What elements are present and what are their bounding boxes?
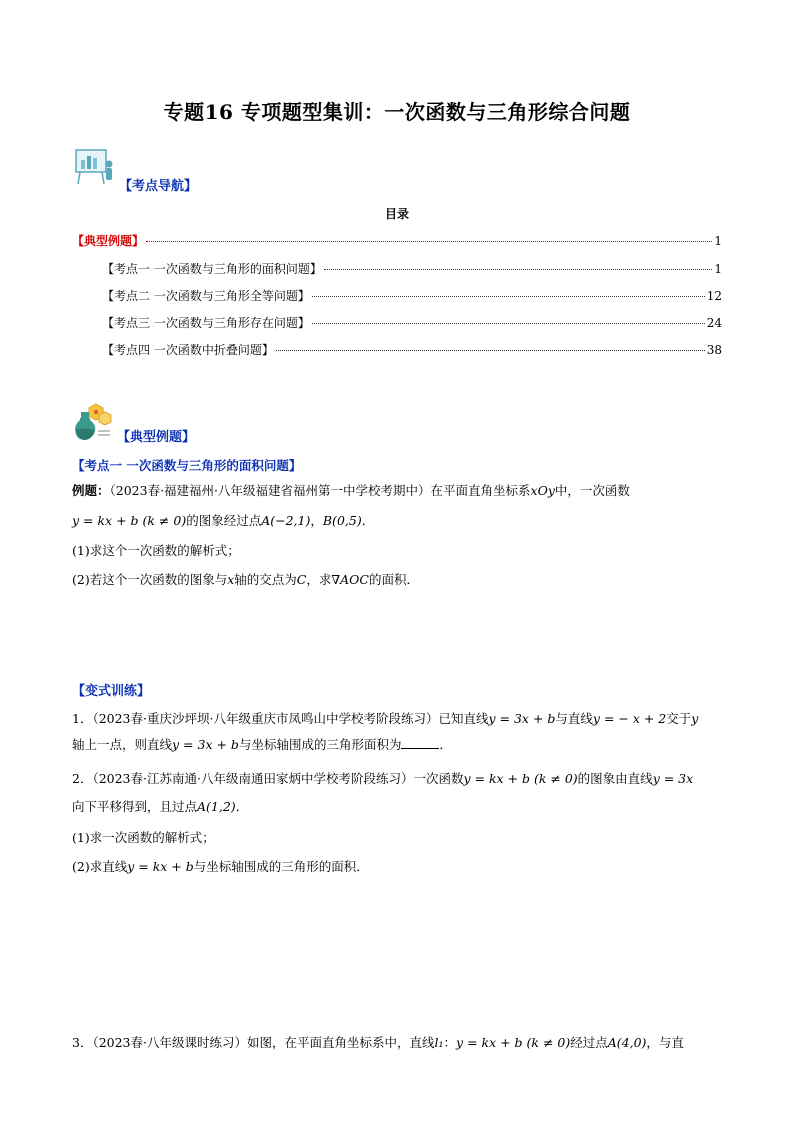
point1-label: 【考点一 一次函数与三角形的面积问题】 xyxy=(72,458,302,473)
problem-text: 与坐标轴围成的三角形的面积． xyxy=(193,859,369,874)
toc-label: 【考点三 一次函数与三角形存在问题】 xyxy=(102,316,310,330)
example-text: 轴的交点为 xyxy=(234,572,297,587)
math-line: y = 3x + b xyxy=(172,737,239,752)
math-function: y = kx + b (k ≠ 0) xyxy=(456,1035,571,1050)
problem-text: 与坐标轴围成的三角形面积为 xyxy=(238,737,402,752)
problem-text: 经过点 xyxy=(570,1035,608,1050)
math-triangle: ∇AOC xyxy=(331,572,369,587)
math-xoy: xOy xyxy=(530,483,555,498)
toc-leader xyxy=(324,269,713,270)
example-line-2 xyxy=(72,512,732,530)
toc-label: 【考点二 一次函数与三角形全等问题】 xyxy=(102,289,310,303)
toc-row[interactable] xyxy=(102,314,722,331)
toc-label: 【典型例题】 xyxy=(72,234,145,248)
toc-heading: 目录 xyxy=(384,207,409,221)
toc-leader xyxy=(276,350,705,351)
problem-text: ． xyxy=(235,799,249,814)
problem-text: 2．（2023春·江苏南通·八年级南通田家炳中学校考阶段练习）一次函数 xyxy=(72,771,464,786)
page-title: 专题16 专项题型集训：一次函数与三角形综合问题 xyxy=(163,100,631,124)
example-text: ． xyxy=(361,513,375,528)
math-line: y = kx + b xyxy=(127,859,194,874)
problem-2-q1: (1)求一次函数的解析式； xyxy=(72,830,215,845)
toc-label: 【考点四 一次函数中折叠问题】 xyxy=(102,343,274,357)
example-lead: 例题： xyxy=(72,483,110,498)
problem-text: 轴上一点，则直线 xyxy=(72,737,173,752)
example-text: 的图象经过点 xyxy=(186,513,262,528)
toc-page: 1 xyxy=(714,262,722,276)
example-text: ， xyxy=(310,513,323,528)
problem-text: 交于 xyxy=(666,711,692,726)
toc-page: 12 xyxy=(706,289,722,303)
math-function: y = kx + b (k ≠ 0) xyxy=(463,771,578,786)
math-line: y = 3x xyxy=(652,771,694,786)
examples-label: 【典型例题】 xyxy=(117,430,196,445)
math-point-a: A(−2,1) xyxy=(261,513,311,528)
math-function: y = kx + b (k ≠ 0) xyxy=(72,513,187,528)
problem-text: ： xyxy=(443,1035,457,1050)
example-text: ，求 xyxy=(306,572,332,587)
math-x: x xyxy=(227,572,235,587)
practice-label: 【变式训练】 xyxy=(72,684,151,699)
problem-text: 1．（2023春·重庆沙坪坝·八年级重庆市凤鸣山中学校考阶段练习）已知直线 xyxy=(72,711,489,726)
toc-leader xyxy=(312,323,705,324)
chemistry-flask-icon xyxy=(72,400,114,442)
problem-text: 的图象由直线 xyxy=(577,771,653,786)
math-line: y = 3x + b xyxy=(488,711,556,726)
problem-1 xyxy=(72,706,732,758)
problem-2-q2 xyxy=(72,858,732,876)
toc-row[interactable] xyxy=(102,260,722,277)
problem-text: 3．（2023春·八年级课时练习）如图，在平面直角坐标系中，直线 xyxy=(72,1035,435,1050)
problem-text: 向下平移得到，且过点 xyxy=(72,799,198,814)
example-text: 中，一次函数 xyxy=(554,483,630,498)
math-point-b: B(0,5) xyxy=(322,513,362,528)
toc-row[interactable] xyxy=(102,287,722,304)
toc-leader xyxy=(146,241,712,242)
nav-label: 【考点导航】 xyxy=(119,179,198,194)
toc-page: 38 xyxy=(706,343,722,357)
toc-row[interactable] xyxy=(102,341,722,358)
math-line: y = − x + 2 xyxy=(592,711,667,726)
problem-2 xyxy=(72,765,732,821)
toc-leader xyxy=(312,296,705,297)
problem-3 xyxy=(72,1034,732,1052)
example-q2 xyxy=(72,571,732,589)
math-c: C xyxy=(296,572,307,587)
problem-text: ，与直 xyxy=(646,1035,684,1050)
example-text: (2)若这个一次函数的图象与 xyxy=(72,572,228,587)
example-line-1 xyxy=(72,482,732,500)
math-point-a: A(1,2) xyxy=(197,799,236,814)
math-y: y xyxy=(691,711,699,726)
problem-text: ． xyxy=(439,737,452,752)
presentation-board-icon xyxy=(74,146,116,188)
toc-page: 1 xyxy=(714,234,722,248)
math-point-a: A(4,0) xyxy=(607,1035,647,1050)
problem-text: (2)求直线 xyxy=(72,859,128,874)
example-text: 的面积． xyxy=(368,572,419,587)
answer-blank[interactable] xyxy=(401,736,439,749)
toc-row[interactable] xyxy=(72,232,722,249)
toc-label: 【考点一 一次函数与三角形的面积问题】 xyxy=(102,262,322,276)
problem-text: 与直线 xyxy=(555,711,593,726)
example-source: （2023春·福建福州·八年级福建省福州第一中学校考期中）在平面直角坐标系 xyxy=(109,483,531,498)
example-q1: (1)求这个一次函数的解析式； xyxy=(72,543,240,558)
toc-page: 24 xyxy=(706,316,722,330)
math-l1: l₁ xyxy=(434,1035,444,1050)
